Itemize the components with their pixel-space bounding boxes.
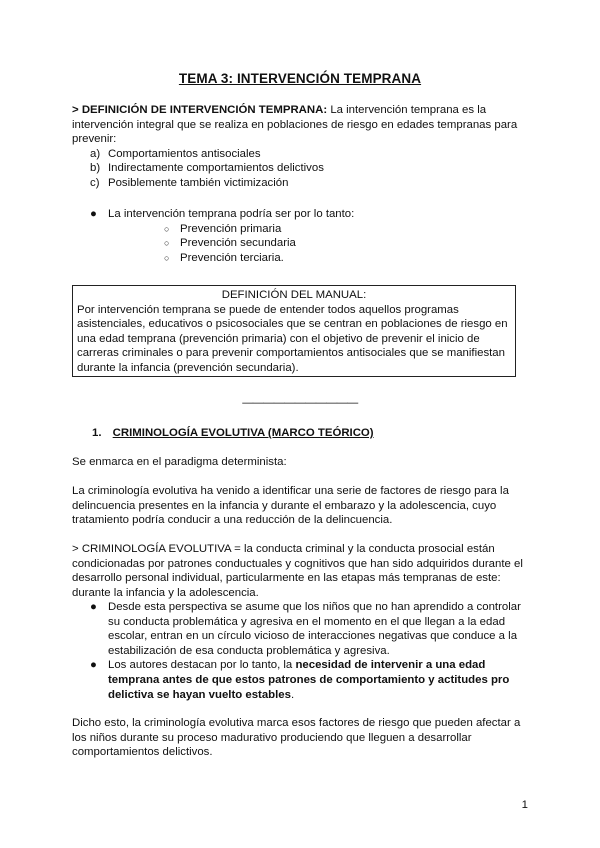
list-item-text: Prevención secundaria	[180, 237, 296, 250]
bullet-icon: ●	[90, 601, 97, 613]
definition-block	[72, 103, 532, 191]
page-number: 1	[521, 799, 528, 811]
section-paragraph-2: La criminología evolutiva ha venido a identificar una serie de factores de riesgo para la delincuencia presentes en la infancia y durante el embarazo y la adolescencia, cuyo tratamiento podría conducir a una reducción de la delincuencia.	[72, 485, 509, 527]
page-title: TEMA 3: INTERVENCIÓN TEMPRANA	[178, 71, 422, 86]
list-marker: a)	[90, 147, 101, 160]
list-item	[72, 161, 532, 176]
list-item-text: Comportamientos antisociales	[108, 147, 261, 160]
circle-bullet-icon: ○	[164, 223, 170, 234]
list-item	[108, 236, 532, 251]
manual-text: Por intervención temprana se puede de entender todos aquellos programas asistenciales, educativos o psicosociales que se centran en poblaciones de riesgo en una edad temprana (prevención primaria) con el objetivo de prevenir el inicio de carreras criminales o para prevenir comportamientos antisociales que se manifiestan durante la infancia (prevención secundaria).	[77, 303, 508, 374]
list-item	[72, 147, 532, 162]
list-marker: c)	[90, 176, 100, 189]
list-item	[72, 207, 532, 265]
definition-prefix: > DEFINICIÓN DE INTERVENCIÓN TEMPRANA:	[72, 104, 328, 116]
list-item	[72, 600, 532, 658]
list-item	[72, 658, 532, 702]
definition-text: La intervención temprana es la intervención integral que se realiza en poblaciones de riesgo en edades tempranas para prevenir:	[72, 104, 518, 146]
list-marker: b)	[90, 162, 101, 175]
definition-list	[72, 147, 532, 191]
section-paragraph-4: Dicho esto, la criminología evolutiva marca esos factores de riesgo que pueden afectar a los niños durante su proceso madurativo produciendo que lleguen a desarrollar comportamientos delictivos.	[72, 717, 521, 759]
section-number: 1.	[92, 427, 102, 439]
list-item-text: Prevención terciaria.	[180, 251, 284, 264]
list-item-text: Desde esta perspectiva se asume que los niños que no han aprendido a controlar su conducta problemática y agresiva en el momento en el que llegan a la edad escolar, entran en un círculo vicioso de interacciones negativas que conduce a la estabilización de esa conducta problemática y agresiva.	[108, 601, 521, 657]
list-item-text: Prevención primaria	[180, 222, 282, 235]
list-item-text-end: .	[290, 688, 295, 701]
list-item-text: La intervención temprana podría ser por lo tanto:	[108, 208, 355, 220]
bullet-icon: ●	[90, 659, 97, 672]
bullet-list	[72, 600, 532, 702]
section-heading	[92, 426, 374, 441]
prevention-block	[72, 207, 532, 265]
list-item-text: Indirectamente comportamientos delictivos	[108, 162, 324, 175]
section-title: CRIMINOLOGÍA EVOLUTIVA (MARCO TEÓRICO)	[112, 427, 374, 439]
prevention-list	[72, 207, 532, 265]
list-item	[72, 176, 532, 191]
list-item	[108, 222, 532, 237]
section-paragraph-3: > CRIMINOLOGÍA EVOLUTIVA = la conducta criminal y la conducta prosocial están condicionadas por patrones conductuales y cognitivos que han sido adquiridos durante el desarrollo personal individual, particularmente en las etapas más tempranas de este: durante la infancia y la adolescencia.	[72, 543, 523, 599]
list-item-text: Posiblemente también victimización	[108, 176, 289, 189]
circle-bullet-icon: ○	[164, 238, 170, 249]
manual-definition-box	[72, 285, 516, 377]
list-item-text: Los autores destacan por lo tanto, la	[108, 659, 296, 672]
circle-bullet-icon: ○	[164, 252, 170, 263]
separator-line: ———————————	[242, 397, 358, 409]
emphasis-text: necesidad de intervenir a una edad temprana antes de que estos patrones de comportamiento y actitudes pro delictiva se hayan vuelto estables	[108, 659, 510, 701]
definition-paragraph	[72, 103, 532, 147]
list-item	[108, 251, 532, 266]
manual-heading: DEFINICIÓN DEL MANUAL:	[221, 289, 367, 301]
section-bullets	[72, 600, 532, 702]
section-paragraph-1: Se enmarca en el paradigma determinista:	[72, 456, 287, 468]
bullet-icon: ●	[90, 208, 97, 220]
prevention-sublist	[108, 222, 532, 266]
